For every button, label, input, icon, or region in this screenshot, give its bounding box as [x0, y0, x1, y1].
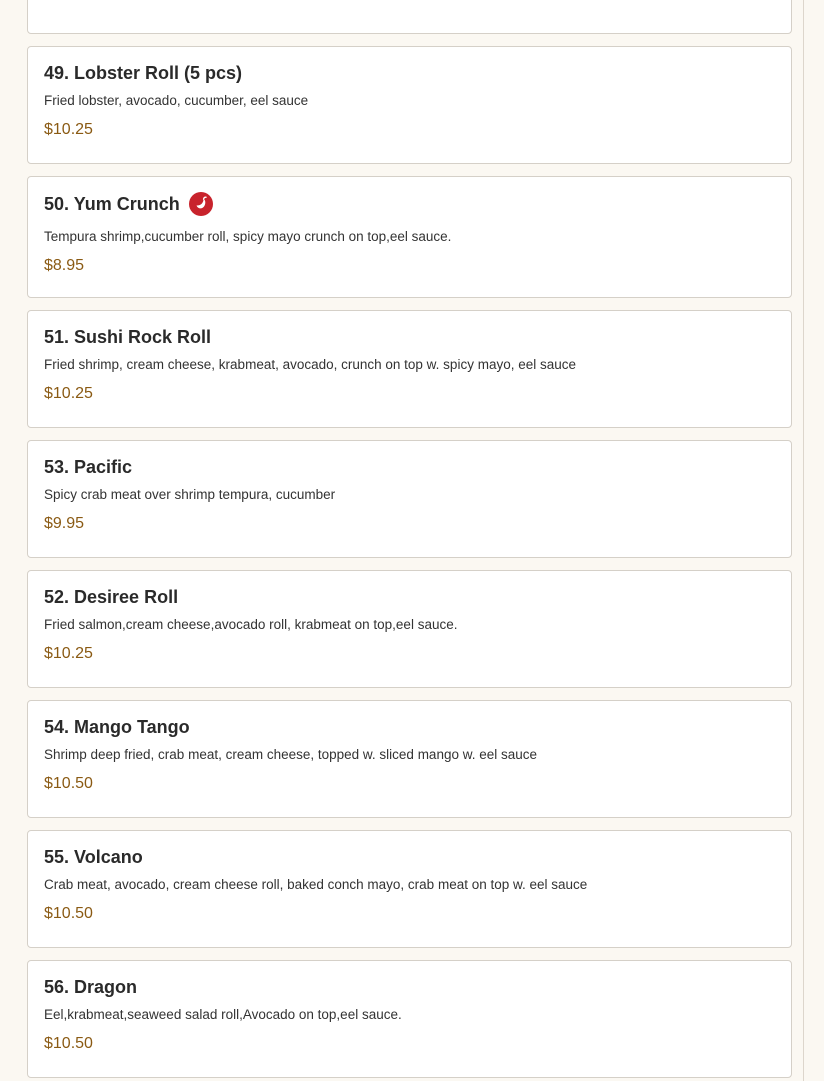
menu-item-title-row — [44, 193, 775, 215]
menu-item-title-row — [44, 457, 775, 477]
menu-item-title: 49. Lobster Roll (5 pcs) — [44, 63, 243, 83]
menu-item-description: Crab meat, avocado, cream cheese roll, baked conch mayo, crab meat on top w. eel sauce — [44, 877, 588, 892]
menu-item-card[interactable] — [27, 570, 792, 688]
menu-item-card[interactable] — [27, 700, 792, 818]
menu-item-price: $10.50 — [44, 775, 93, 792]
menu-item-title-row — [44, 63, 775, 83]
menu-item-description: Spicy crab meat over shrimp tempura, cucumber — [44, 487, 336, 502]
menu-item-card[interactable] — [27, 440, 792, 558]
menu-item-title: 54. Mango Tango — [44, 717, 190, 737]
menu-item-description: Eel,krabmeat,seaweed salad roll,Avocado on top,eel sauce. — [44, 1007, 402, 1022]
menu-item-card[interactable] — [27, 310, 792, 428]
menu-item-description: Fried lobster, avocado, cucumber, eel sauce — [44, 93, 309, 108]
menu-item-title: 50. Yum Crunch — [44, 194, 180, 214]
menu-item-card[interactable] — [27, 830, 792, 948]
menu-item-title: 55. Volcano — [44, 847, 143, 867]
menu-item-description: Tempura shrimp,cucumber roll, spicy mayo crunch on top,eel sauce. — [44, 229, 452, 244]
menu-item-title: 56. Dragon — [44, 977, 138, 997]
menu-item-price: $10.25 — [44, 385, 93, 402]
menu-item-card[interactable] — [27, 176, 792, 298]
menu-item-description: Fried shrimp, cream cheese, krabmeat, avocado, crunch on top w. spicy mayo, eel sauce — [44, 357, 576, 372]
menu-item-list — [27, 0, 792, 1081]
menu-item-title-row — [44, 847, 775, 867]
menu-item-price: $9.95 — [44, 515, 85, 532]
spicy-pepper-icon — [189, 192, 213, 216]
menu-item-price: $10.50 — [44, 1035, 93, 1052]
menu-item-card[interactable] — [27, 46, 792, 164]
menu-item-price: $8.95 — [44, 257, 85, 274]
menu-item-price: $10.50 — [44, 905, 93, 922]
menu-item-title-row — [44, 717, 775, 737]
column-divider — [803, 0, 804, 1081]
menu-item-title-row — [44, 587, 775, 607]
menu-item-title: 51. Sushi Rock Roll — [44, 327, 212, 347]
menu-item-title: 52. Desiree Roll — [44, 587, 179, 607]
menu-item-title-row — [44, 977, 775, 997]
menu-item-description: Fried salmon,cream cheese,avocado roll, krabmeat on top,eel sauce. — [44, 617, 458, 632]
menu-item-title: 53. Pacific — [44, 457, 133, 477]
menu-item-card[interactable] — [27, 960, 792, 1078]
menu-item-price: $10.25 — [44, 645, 93, 662]
menu-item-price: $10.25 — [44, 121, 93, 138]
menu-item-title-row — [44, 327, 775, 347]
menu-item-description: Shrimp deep fried, crab meat, cream cheese, topped w. sliced mango w. eel sauce — [44, 747, 538, 762]
menu-item-card[interactable] — [27, 0, 792, 34]
